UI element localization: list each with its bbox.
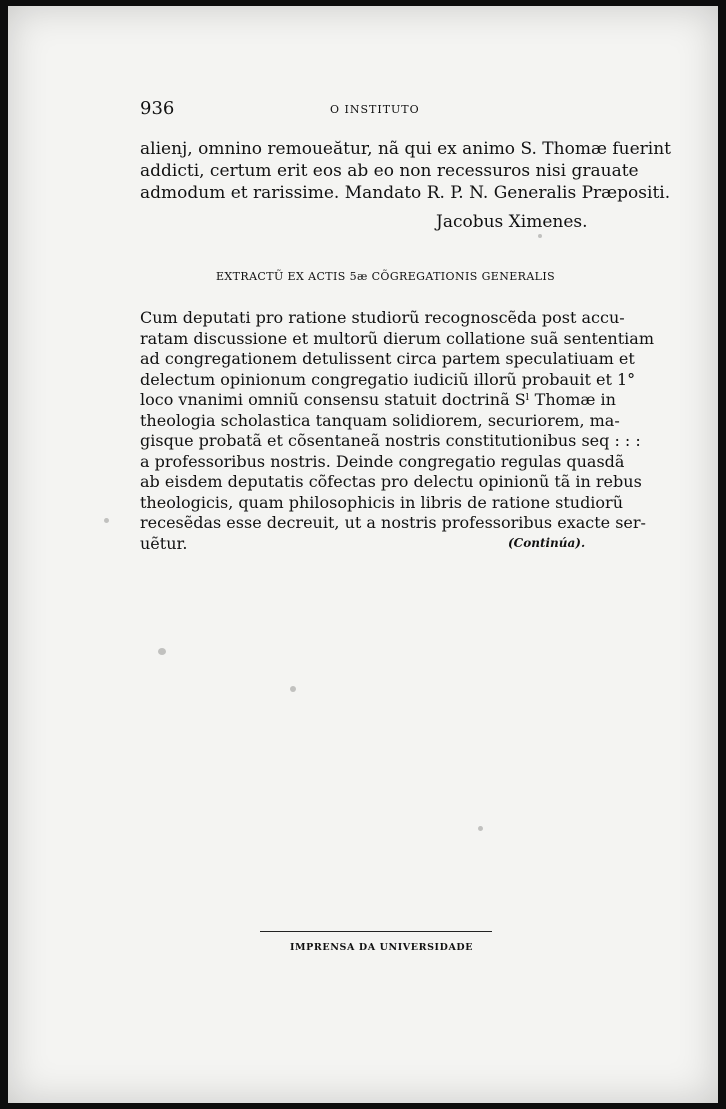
running-title: O INSTITUTO	[330, 103, 420, 116]
paper-speck	[158, 648, 166, 655]
paper-speck	[290, 686, 296, 692]
continuation-note: (Continúa).	[508, 536, 586, 550]
text-line: loco vnanimi omniũ consensu statuit doctrinã Sˡ Thomæ in	[140, 390, 616, 409]
text-line: alienj, omnino remoueătur, nã qui ex animo S. Thomæ fuerint	[140, 139, 671, 159]
paper-speck	[104, 518, 109, 523]
signature: Jacobus Ximenes.	[436, 212, 588, 232]
text-line: uẽtur.	[140, 533, 188, 553]
paragraph-2	[140, 308, 654, 554]
text-line: Cum deputati pro ratione studiorũ recognoscẽda post accu-	[140, 308, 625, 327]
text-line: ratam discussione et multorũ dierum collatione suã sententiam	[140, 328, 654, 348]
text-line: recesẽdas esse decreuit, ut a nostris professoribus exacte ser-	[140, 513, 646, 532]
text-line: a professoribus nostris. Deinde congregatio regulas quasdã	[140, 451, 625, 471]
paper-speck	[538, 234, 542, 238]
section-heading: EXTRACTŨ EX ACTIS 5æ CÕGREGATIONIS GENERALIS	[216, 270, 556, 283]
text-line: ad congregationem detulissent circa partem speculatiuam et	[140, 349, 635, 368]
footer-imprint: IMPRENSA DA UNIVERSIDADE	[290, 942, 474, 953]
document-page	[8, 6, 718, 1103]
text-line: ab eisdem deputatis cõfectas pro delectu opinionũ tã in rebus	[140, 472, 642, 491]
footer-divider	[260, 931, 492, 932]
text-line: gisque probatã et cõsentaneã nostris constitutionibus seq : : :	[140, 431, 641, 450]
page-number: 936	[140, 98, 175, 119]
text-line: theologia scholastica tanquam solidiorem, securiorem, ma-	[140, 410, 620, 430]
text-line: addicti, certum erit eos ab eo non recessuros nisi grauate	[140, 161, 639, 181]
text-line: delectum opinionum congregatio iudiciũ illorũ probauit et 1°	[140, 369, 636, 389]
paragraph-1	[140, 138, 671, 204]
text-line: admodum et rarissime. Mandato R. P. N. Generalis Præpositi.	[140, 183, 671, 203]
page-header	[140, 98, 590, 118]
text-line: theologicis, quam philosophicis in libris de ratione studiorũ	[140, 492, 624, 512]
paper-speck	[478, 826, 483, 831]
